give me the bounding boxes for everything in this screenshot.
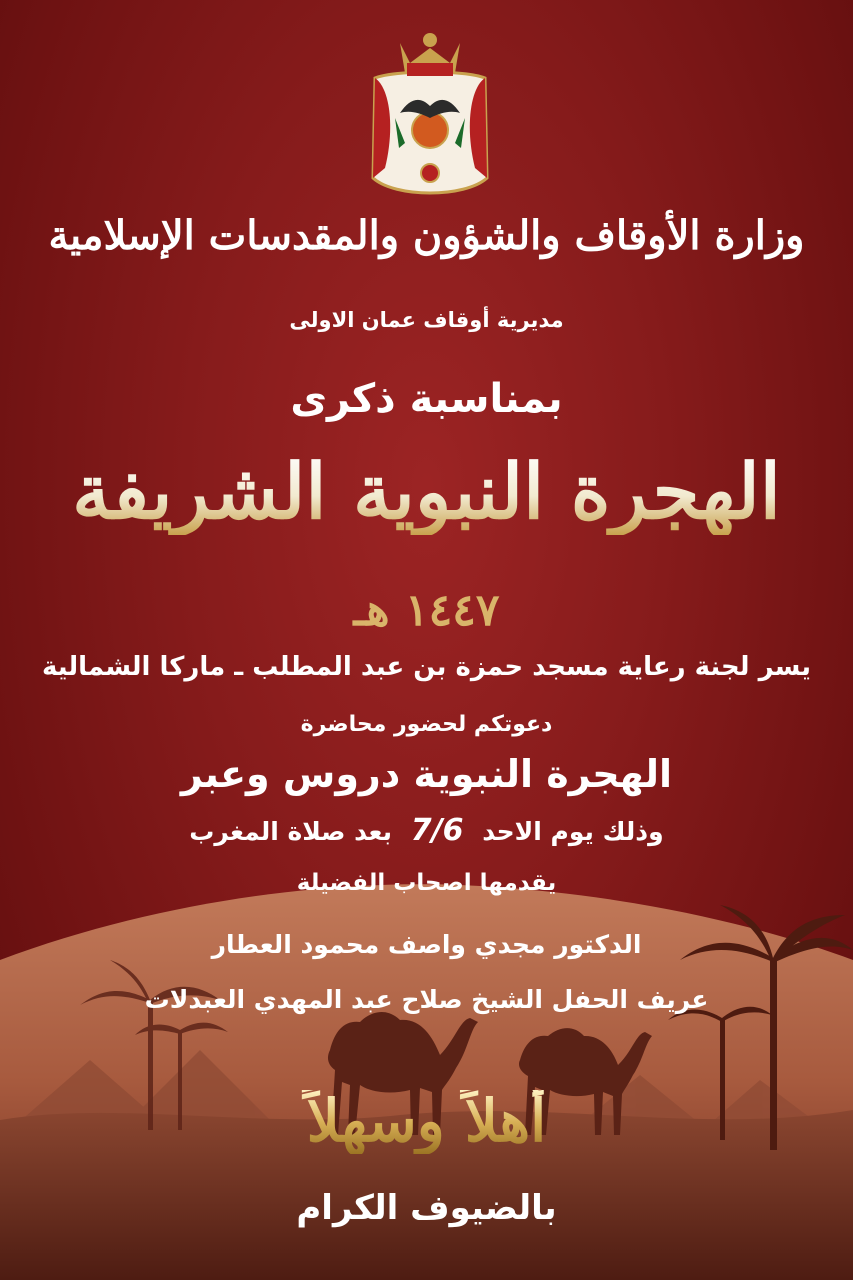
jordan-coat-of-arms-emblem (355, 18, 505, 213)
speaker-name: الدكتور مجدي واصف محمود العطار (211, 930, 642, 959)
event-time (0, 813, 853, 848)
event-title: الهجرة النبوية الشريفة (0, 448, 853, 535)
event-after: بعد صلاة المغرب (189, 817, 393, 846)
event-date: 7/6 (410, 813, 464, 848)
ministry-name: وزارة الأوقاف والشؤون والمقدسات الإسلامية (48, 212, 805, 259)
guests-text: بالضيوف الكرام (296, 1188, 557, 1228)
emcee-name: عريف الحفل الشيخ صلاح عبد المهدي العبدلات (144, 985, 709, 1014)
hijri-year: ١٤٤٧ هـ (353, 585, 500, 636)
occasion-heading: بمناسبة ذكرى (290, 376, 563, 422)
directorate-name: مديرية أوقاف عمان الاولى (289, 308, 564, 332)
lecture-title: الهجرة النبوية دروس وعبر (180, 752, 673, 796)
presented-by: يقدمها اصحاب الفضيلة (296, 870, 557, 896)
welcome-text: أهلاً وسهلاً (0, 1090, 853, 1154)
event-day: وذلك يوم الاحد (482, 817, 664, 846)
invite-to-line: دعوتكم لحضور محاضرة (300, 712, 553, 737)
invitation-line: يسر لجنة رعاية مسجد حمزة بن عبد المطلب ـ ماركا الشمالية (41, 652, 811, 682)
